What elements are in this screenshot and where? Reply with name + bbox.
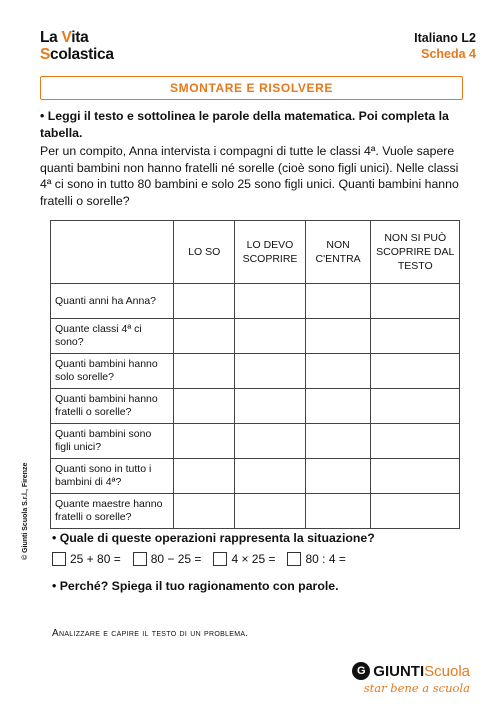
answer-cell[interactable] — [371, 494, 460, 529]
giunti-g-icon: G — [352, 662, 370, 680]
table-row — [51, 459, 460, 494]
sheet-label: Scheda 4 — [421, 47, 476, 61]
operation-label: 80 − 25 = — [150, 552, 202, 566]
brand-text: colastica — [50, 46, 114, 63]
brand-accent-letter: V — [61, 29, 72, 46]
answer-cell[interactable] — [305, 284, 371, 319]
row-question: Quante classi 4ª ci sono? — [51, 319, 174, 354]
brand-text: ita — [71, 29, 89, 46]
brand-accent-letter: S — [40, 46, 51, 63]
checkbox[interactable] — [287, 552, 301, 566]
operation-option[interactable] — [287, 552, 345, 566]
table-header-row — [51, 221, 460, 284]
operation-option[interactable] — [52, 552, 121, 566]
problem-text: Per un compito, Anna intervista i compagni di tutte le classi 4ª. Vuole sapere quanti bambini non hanno fratelli né sorelle (cioè sono figli unici). Nelle classi 4ª ci sono in tutto 80 bambini e solo 25 sono figli unici. Quanti bambini hanno fratelli o sorelle? — [40, 144, 459, 208]
brand-logo — [40, 29, 160, 63]
answer-cell[interactable] — [174, 389, 235, 424]
operation-label: 80 : 4 = — [305, 552, 346, 566]
table-header: LO DEVO SCOPRIRE — [235, 221, 305, 284]
table-row — [51, 389, 460, 424]
brand-line-2 — [40, 46, 160, 63]
question-why: • Perché? Spiega il tuo ragionamento con parole. — [52, 579, 339, 593]
analysis-table — [50, 220, 460, 529]
operation-option[interactable] — [133, 552, 202, 566]
answer-cell[interactable] — [371, 354, 460, 389]
operation-label: 4 × 25 = — [231, 552, 276, 566]
table-row — [51, 354, 460, 389]
answer-cell[interactable] — [371, 424, 460, 459]
logo-main — [352, 662, 470, 680]
table-header: LO SO — [174, 221, 235, 284]
header-series — [414, 30, 476, 62]
logo-tagline: star bene a scuola — [363, 681, 470, 695]
row-question: Quanti anni ha Anna? — [51, 284, 174, 319]
answer-cell[interactable] — [174, 319, 235, 354]
title-bar — [40, 76, 463, 100]
row-question: Quante maestre hanno fratelli o sorelle? — [51, 494, 174, 529]
series-label: Italiano L2 — [414, 31, 476, 45]
operation-option[interactable] — [213, 552, 275, 566]
skill-label: Analizzare e capire il testo di un problema. — [52, 628, 249, 639]
table-row — [51, 494, 460, 529]
table-row — [51, 284, 460, 319]
answer-cell[interactable] — [305, 494, 371, 529]
answer-cell[interactable] — [235, 459, 305, 494]
logo-light: Scuola — [424, 662, 470, 680]
answer-cell[interactable] — [174, 459, 235, 494]
table-header — [51, 221, 174, 284]
brand-text: La — [40, 29, 62, 46]
answer-cell[interactable] — [305, 424, 371, 459]
page-title: SMONTARE E RISOLVERE — [170, 81, 333, 95]
operations-options — [52, 552, 472, 566]
row-question: Quanti bambini hanno solo sorelle? — [51, 354, 174, 389]
checkbox[interactable] — [133, 552, 147, 566]
table-header: NON C'ENTRA — [305, 221, 371, 284]
logo-bold: GIUNTI — [373, 662, 425, 680]
publisher-logo — [352, 662, 470, 695]
answer-cell[interactable] — [235, 354, 305, 389]
answer-cell[interactable] — [371, 319, 460, 354]
table-header: NON SI PUÒ SCOPRIRE DAL TESTO — [371, 221, 460, 284]
answer-cell[interactable] — [235, 389, 305, 424]
copyright: © Giunti Scuola S.r.l., Firenze — [22, 462, 29, 560]
operation-label: 25 + 80 = — [70, 552, 121, 566]
checkbox[interactable] — [213, 552, 227, 566]
answer-cell[interactable] — [174, 424, 235, 459]
answer-cell[interactable] — [305, 459, 371, 494]
answer-cell[interactable] — [371, 284, 460, 319]
answer-cell[interactable] — [174, 284, 235, 319]
answer-cell[interactable] — [235, 424, 305, 459]
answer-cell[interactable] — [235, 284, 305, 319]
answer-cell[interactable] — [174, 494, 235, 529]
brand-line-1 — [40, 29, 88, 46]
answer-cell[interactable] — [371, 389, 460, 424]
answer-cell[interactable] — [305, 389, 371, 424]
table-row — [51, 319, 460, 354]
table-row — [51, 424, 460, 459]
row-question: Quanti bambini hanno fratelli o sorelle? — [51, 389, 174, 424]
question-operations: • Quale di queste operazioni rappresenta la situazione? — [52, 531, 375, 545]
answer-cell[interactable] — [305, 354, 371, 389]
answer-cell[interactable] — [235, 494, 305, 529]
row-question: Quanti sono in tutto i bambini di 4ª? — [51, 459, 174, 494]
answer-cell[interactable] — [235, 319, 305, 354]
answer-cell[interactable] — [174, 354, 235, 389]
row-question: Quanti bambini sono figli unici? — [51, 424, 174, 459]
answer-cell[interactable] — [305, 319, 371, 354]
checkbox[interactable] — [52, 552, 66, 566]
instruction: • Leggi il testo e sottolinea le parole della matematica. Poi completa la tabella. — [40, 109, 449, 140]
answer-cell[interactable] — [371, 459, 460, 494]
